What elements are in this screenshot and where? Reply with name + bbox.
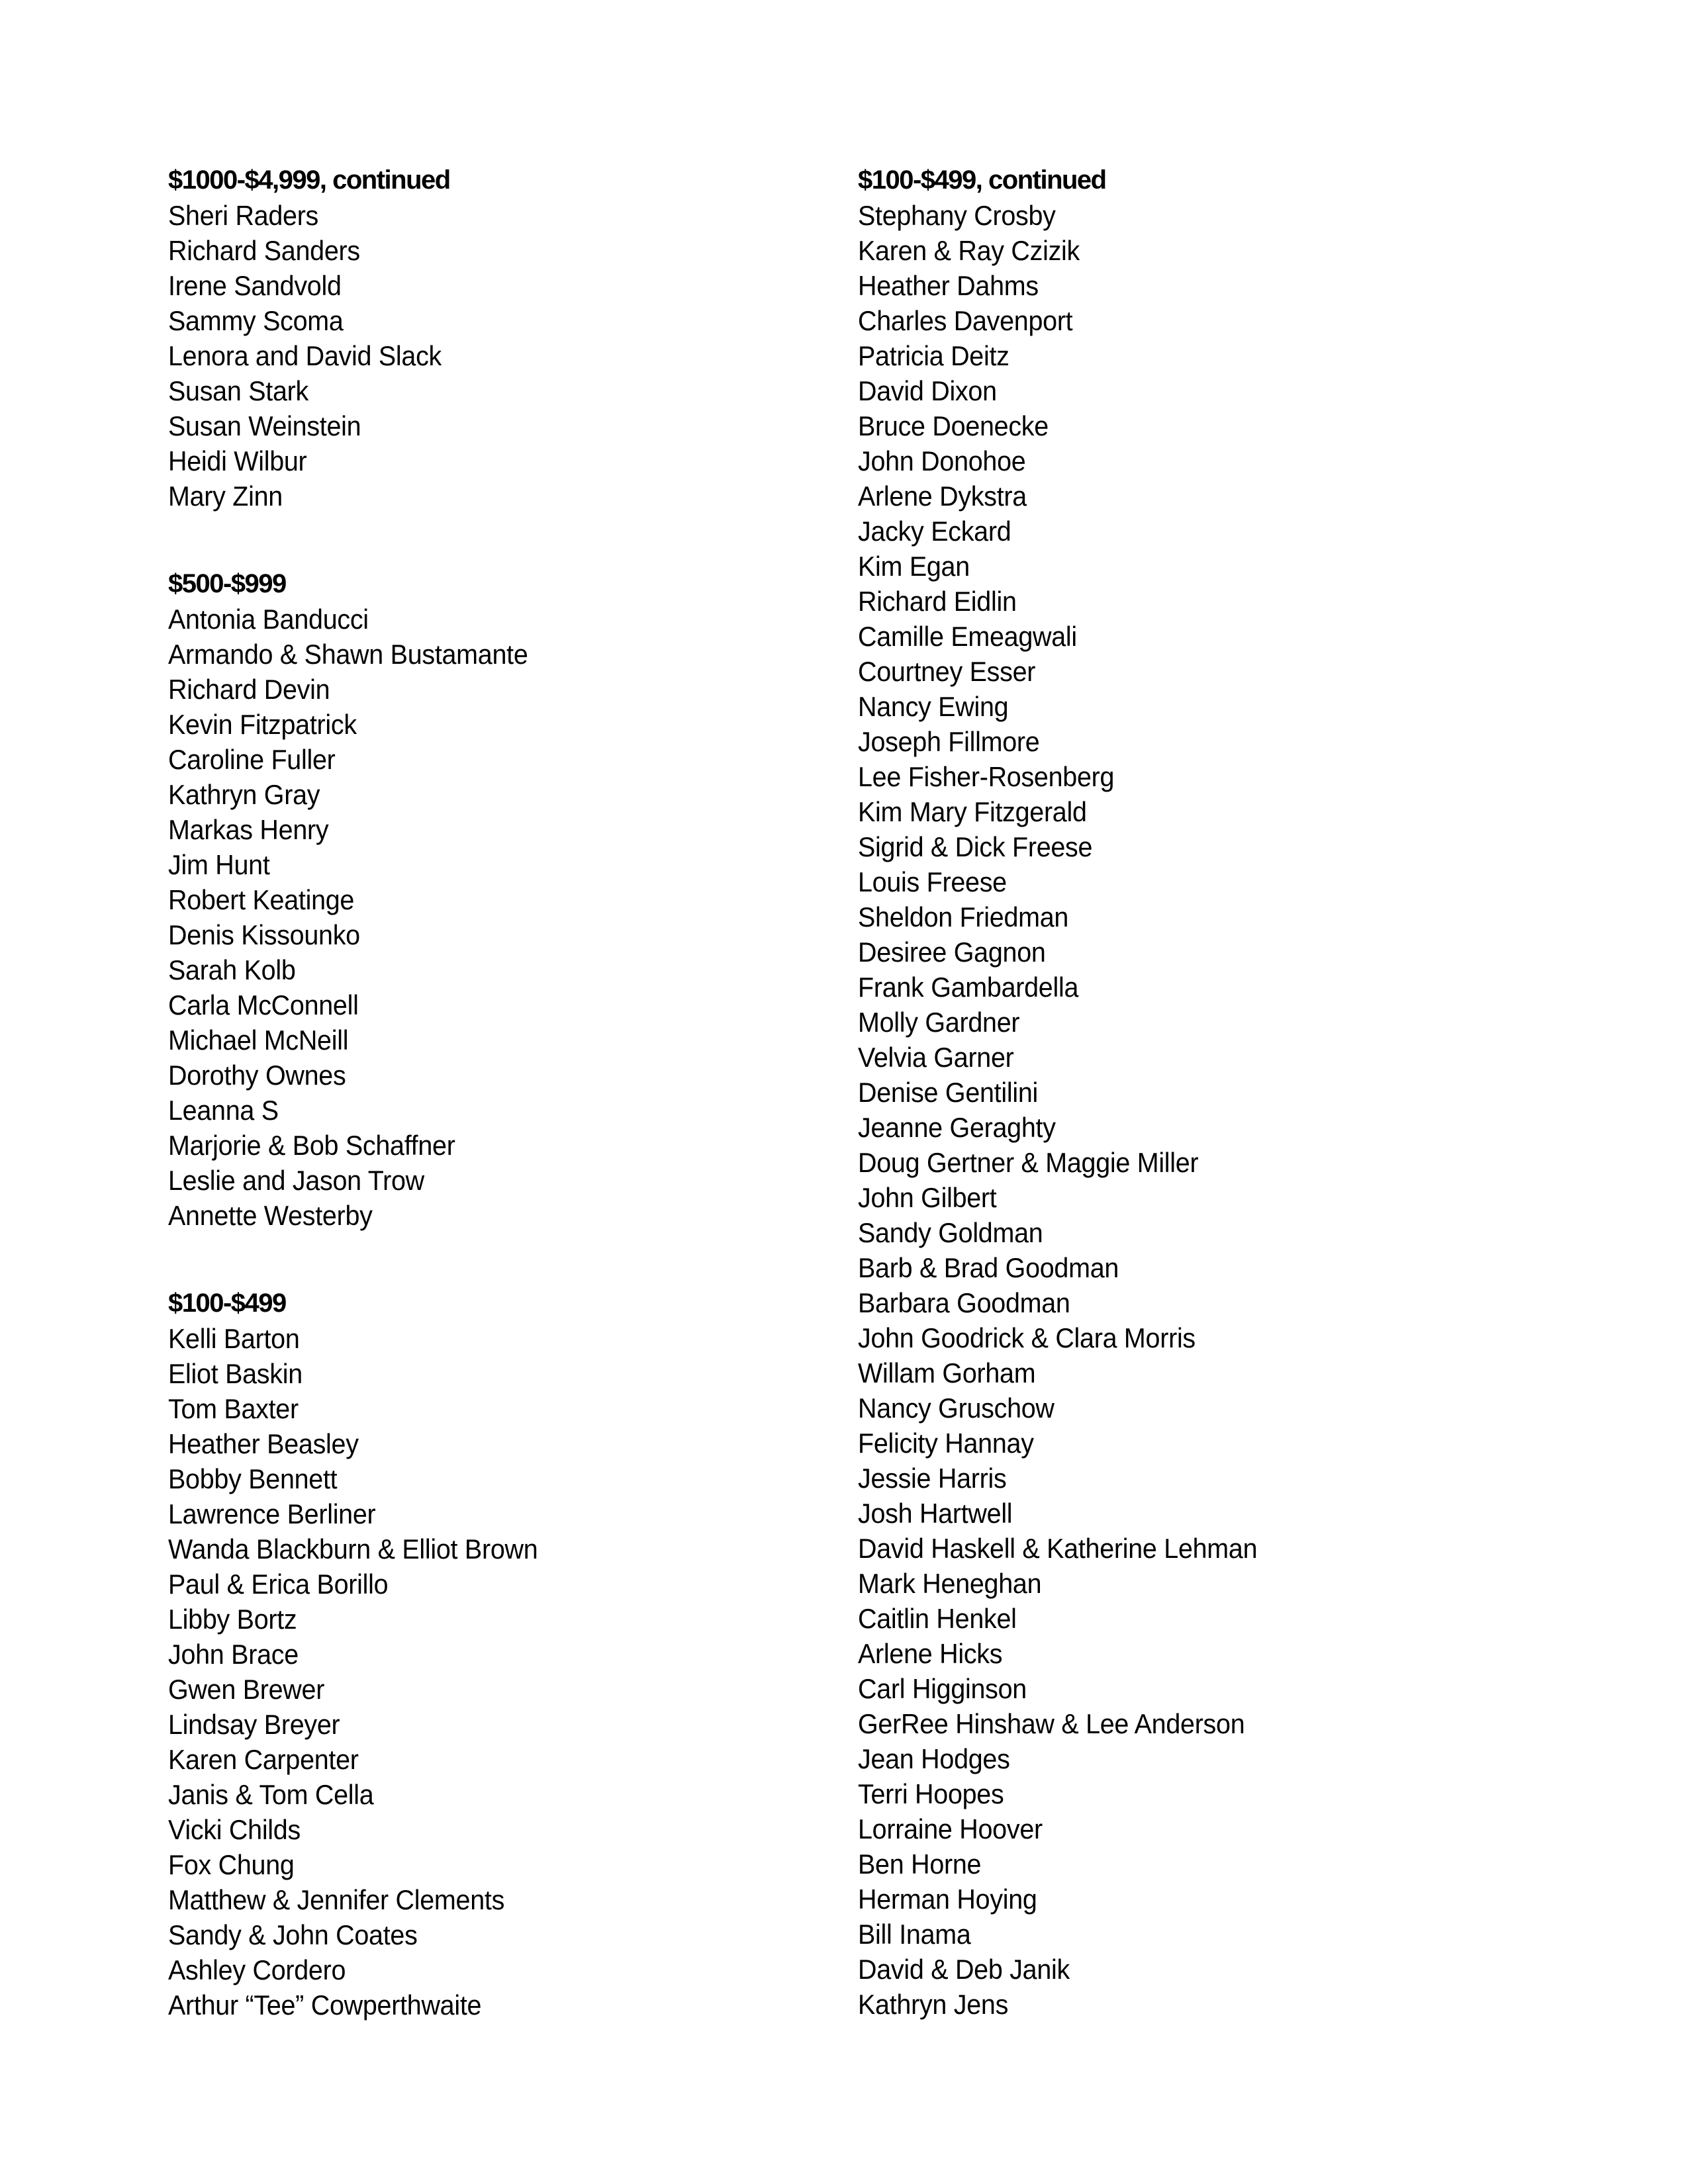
- donor-name: Nancy Gruschow: [858, 1392, 1055, 1424]
- donor-name: Mary Zinn: [168, 480, 283, 512]
- donor-name: Richard Eidlin: [858, 586, 1017, 617]
- donor-name: Bill Inama: [858, 1919, 971, 1950]
- donor-name: Jessie Harris: [858, 1463, 1007, 1494]
- donor-name: Lawrence Berliner: [168, 1498, 376, 1529]
- donor-name: Karen Carpenter: [168, 1744, 359, 1775]
- donor-name: Molly Gardner: [858, 1007, 1020, 1038]
- donor-name: Michael McNeill: [168, 1024, 349, 1056]
- donor-name: Eliot Baskin: [168, 1358, 303, 1389]
- donor-name: Fox Chung: [168, 1849, 295, 1880]
- donor-name: Leslie and Jason Trow: [168, 1165, 424, 1196]
- donor-name: Heather Dahms: [858, 270, 1039, 301]
- donor-name: Willam Gorham: [858, 1357, 1036, 1388]
- section-heading: $100-$499: [168, 1289, 286, 1318]
- donor-name: Matthew & Jennifer Clements: [168, 1884, 505, 1915]
- donor-name: Heather Beasley: [168, 1428, 359, 1459]
- donor-name: Lorraine Hoover: [858, 1813, 1043, 1844]
- donor-name: Kathryn Jens: [858, 1989, 1009, 2020]
- donor-name: Barbara Goodman: [858, 1287, 1070, 1318]
- donor-name: Sarah Kolb: [168, 954, 296, 985]
- donor-name: Mark Heneghan: [858, 1568, 1042, 1599]
- donor-name: Kathryn Gray: [168, 779, 320, 810]
- donor-name: Kelli Barton: [168, 1323, 300, 1354]
- donor-name: Carl Higginson: [858, 1673, 1027, 1704]
- donor-name: Tom Baxter: [168, 1393, 299, 1424]
- donor-name: Frank Gambardella: [858, 972, 1079, 1003]
- donor-name: Richard Sanders: [168, 235, 360, 266]
- donor-name: John Gilbert: [858, 1182, 997, 1213]
- donor-name: Lenora and David Slack: [168, 340, 442, 371]
- donor-name: Denise Gentilini: [858, 1077, 1038, 1108]
- donor-name: Sheldon Friedman: [858, 901, 1069, 933]
- section-heading: $500-$999: [168, 569, 286, 598]
- donor-name: Richard Devin: [168, 674, 330, 705]
- donor-list: [858, 198, 1586, 2022]
- donor-name: Herman Hoying: [858, 1884, 1037, 1915]
- donor-name: Josh Hartwell: [858, 1498, 1013, 1529]
- donor-name: Sammy Scoma: [168, 305, 344, 336]
- donor-list: [168, 198, 830, 514]
- donor-name: Susan Weinstein: [168, 410, 361, 441]
- donor-name: David Dixon: [858, 375, 997, 406]
- donor-name: Jim Hunt: [168, 849, 270, 880]
- donor-name: Joseph Fillmore: [858, 726, 1040, 757]
- donor-name: Robert Keatinge: [168, 884, 355, 915]
- donor-name: GerRee Hinshaw & Lee Anderson: [858, 1708, 1245, 1739]
- donor-name: David & Deb Janik: [858, 1954, 1070, 1985]
- donor-name: Ben Horne: [858, 1848, 982, 1880]
- donor-name: Charles Davenport: [858, 305, 1073, 336]
- donor-name: Sandy Goldman: [858, 1217, 1043, 1248]
- donor-name: Denis Kissounko: [168, 919, 360, 950]
- left-column: [168, 163, 830, 2023]
- donor-name: Stephany Crosby: [858, 200, 1056, 231]
- section-heading: $1000-$4,999, continued: [168, 165, 450, 195]
- donor-name: John Goodrick & Clara Morris: [858, 1322, 1196, 1353]
- right-column: [858, 163, 1586, 2022]
- donor-name: Sheri Raders: [168, 200, 319, 231]
- donor-name: Courtney Esser: [858, 656, 1036, 687]
- donor-list: [168, 602, 830, 1233]
- donor-name: Markas Henry: [168, 814, 329, 845]
- donor-name: Barb & Brad Goodman: [858, 1252, 1119, 1283]
- donor-name: Caitlin Henkel: [858, 1603, 1017, 1634]
- donor-list: [168, 1321, 830, 2023]
- section-500-999: [168, 567, 830, 1233]
- donor-name: Ashley Cordero: [168, 1954, 346, 1985]
- donor-name: Bruce Doenecke: [858, 410, 1049, 441]
- donor-name: Camille Emeagwali: [858, 621, 1077, 652]
- donor-name: David Haskell & Katherine Lehman: [858, 1533, 1258, 1564]
- donor-name: Desiree Gagnon: [858, 936, 1046, 968]
- donor-name: Nancy Ewing: [858, 691, 1009, 722]
- donor-name: Arthur “Tee” Cowperthwaite: [168, 1989, 482, 2021]
- donor-name: Kim Egan: [858, 551, 970, 582]
- donor-name: Susan Stark: [168, 375, 308, 406]
- donor-name: Lindsay Breyer: [168, 1709, 340, 1740]
- section-100-499: [168, 1286, 830, 2023]
- donor-name: John Donohoe: [858, 445, 1026, 477]
- donor-name: Heidi Wilbur: [168, 445, 307, 477]
- donor-name: Annette Westerby: [168, 1200, 373, 1231]
- donor-name: Jean Hodges: [858, 1743, 1010, 1774]
- donor-name: Louis Freese: [858, 866, 1007, 897]
- donor-name: Arlene Hicks: [858, 1638, 1003, 1669]
- donor-name: Karen & Ray Czizik: [858, 235, 1080, 266]
- donor-name: Jacky Eckard: [858, 516, 1011, 547]
- donor-name: Sandy & John Coates: [168, 1919, 418, 1950]
- section-1000-4999-continued: [168, 163, 830, 514]
- donor-name: Irene Sandvold: [168, 270, 342, 301]
- donor-name: Patricia Deitz: [858, 340, 1009, 371]
- donor-name: Vicki Childs: [168, 1814, 301, 1845]
- donor-name: Janis & Tom Cella: [168, 1779, 374, 1810]
- donor-name: Caroline Fuller: [168, 744, 336, 775]
- donor-name: Kim Mary Fitzgerald: [858, 796, 1087, 827]
- donor-name: Jeanne Geraghty: [858, 1112, 1056, 1143]
- donor-name: Marjorie & Bob Schaffner: [168, 1130, 455, 1161]
- donor-name: Velvia Garner: [858, 1042, 1014, 1073]
- donor-name: Doug Gertner & Maggie Miller: [858, 1147, 1199, 1178]
- donor-name: Gwen Brewer: [168, 1674, 325, 1705]
- donor-name: Antonia Banducci: [168, 604, 369, 635]
- donor-name: Paul & Erica Borillo: [168, 1569, 389, 1600]
- donor-name: Wanda Blackburn & Elliot Brown: [168, 1533, 538, 1565]
- donor-name: Terri Hoopes: [858, 1778, 1004, 1809]
- donor-name: Arlene Dykstra: [858, 480, 1027, 512]
- donor-name: Felicity Hannay: [858, 1428, 1034, 1459]
- section-heading: $100-$499, continued: [858, 165, 1106, 195]
- donor-name: Sigrid & Dick Freese: [858, 831, 1093, 862]
- donor-name: Libby Bortz: [168, 1604, 297, 1635]
- donor-name: Leanna S: [168, 1095, 279, 1126]
- donor-name: Carla McConnell: [168, 989, 359, 1021]
- donor-name: Bobby Bennett: [168, 1463, 338, 1494]
- donor-name: Kevin Fitzpatrick: [168, 709, 357, 740]
- section-100-499-continued: [858, 163, 1586, 2022]
- donor-name: Lee Fisher-Rosenberg: [858, 761, 1115, 792]
- donor-name: Armando & Shawn Bustamante: [168, 639, 528, 670]
- donor-name: Dorothy Ownes: [168, 1060, 346, 1091]
- donor-name: John Brace: [168, 1639, 299, 1670]
